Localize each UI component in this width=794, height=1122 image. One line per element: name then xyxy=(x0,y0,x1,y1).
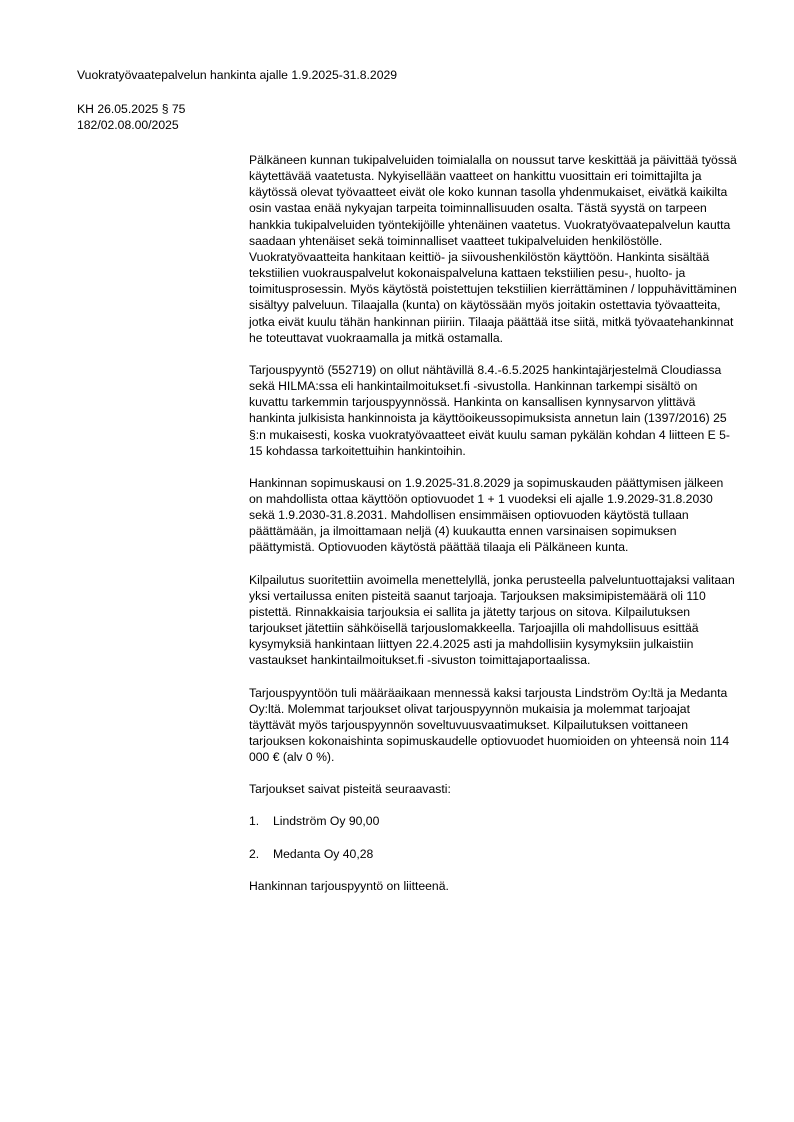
document-title: Vuokratyövaatepalvelun hankinta ajalle 1.9.2025-31.8.2029 xyxy=(77,68,398,82)
list-text: Lindström Oy 90,00 xyxy=(273,814,380,829)
paragraph-offers: Tarjouspyyntöön tuli määräaikaan mennessä kaksi tarjousta Lindström Oy:ltä ja Medanta Oy:ltä. Molemmat tarjoukset olivat tarjouspyynnön mukaisia ja molemmat tarjoajat täyttävät myös tarjouspyynnön soveltuvuusvaatimukset. Kilpailutuksen voittaneen tarjouksen kokonaishinta sopimuskaudelle optiovuodet huomioiden on yhteensä noin 114 000 € (alv 0 %). xyxy=(249,685,730,765)
paragraph-background: Pälkäneen kunnan tukipalveluiden toimialalla on noussut tarve keskittää ja päivittää työssä käytettävää vaatetusta. Nykyisellään vaatteet on hankittu vuosittain eri toimittajilta ja käytössä olevat työvaatteet eivät ole koko kunnan tasolla yhdenmukaiset, eivätkä kaikilta osin vastaa enää nykyajan tarpeita toiminnallisuuden osalta. Tästä syystä on tarpeen hankkia tukipalveluiden työntekijöille yhtenäinen vaatetus. Vuokratyövaatepalvelun kautta saadaan yhtenäiset sekä toiminnalliset vaatteet tukipalveluiden henkilöstölle. Vuokratyövaatteita hankitaan keittiö- ja siivoushenkilöstön käyttöön. Hankinta sisältää tekstiilien vuokrauspalvelut kokonaispalveluna kattaen tekstiilien pesu-, huolto- ja toimitusprosessin. Myös käytöstä poistettujen tekstiilien kierrättäminen / loppuhävittäminen sisältyy palveluun. Tilaajalla (kunta) on käytössään myös joitakin ostettavia työvaatteita, jotka eivät kuulu tähän hankinnan piiriin. Tilaaja päättää itse siitä, mitkä työvaatehankinnat he toteuttavat vuokraamalla ja mitkä ostamalla. xyxy=(249,153,737,345)
list-number: 1. xyxy=(249,814,260,829)
list-text: Medanta Oy 40,28 xyxy=(273,846,374,861)
document-body xyxy=(249,152,739,910)
record-number: 182/02.08.00/2025 xyxy=(77,118,179,132)
document-meta xyxy=(77,101,185,133)
paragraph-contract-period: Hankinnan sopimuskausi on 1.9.2025-31.8.2029 ja sopimuskauden päättymisen jälkeen on mahdollista ottaa käyttöön optiovuodet 1 + 1 vuodeksi eli ajalle 1.9.2029-31.8.2030 sekä 1.9.2030-31.8.2031. Mahdollisen ensimmäisen optiovuoden käytöstä tullaan päättämään, ja ilmoittamaan neljä (4) kuukautta ennen varsinaisen sopimuksen päättymistä. Optiovuoden käytöstä päättää tilaaja eli Pälkäneen kunta. xyxy=(249,475,724,555)
decision-reference: KH 26.05.2025 § 75 xyxy=(77,102,186,116)
paragraph-procedure: Kilpailutus suoritettiin avoimella menettelyllä, jonka perusteella palveluntuottajaksi valitaan yksi vertailussa eniten pisteitä saanut tarjoaja. Tarjouksen maksimipistemäärä oli 110 pistettä. Rinnakkaisia tarjouksia ei sallita ja jätetty tarjous on sitova. Kilpailutuksen tarjoukset jätettiin sähköisellä tarjouslomakkeella. Tarjoajilla oli mahdollisuus esittää kysymyksiä hankintaan liittyen 22.4.2025 asti ja mahdollisiin kysymyksiin julkaistiin vastaukset hankintailmoitukset.fi -sivuston toimittajaportaalissa. xyxy=(249,572,735,668)
score-list-item xyxy=(249,813,739,829)
score-list-item xyxy=(249,846,739,862)
paragraph-scores-intro: Tarjoukset saivat pisteitä seuraavasti: xyxy=(249,782,451,797)
list-number: 2. xyxy=(249,846,260,861)
paragraph-closing: Hankinnan tarjouspyyntö on liitteenä. xyxy=(249,878,449,893)
paragraph-tender-notice: Tarjouspyyntö (552719) on ollut nähtävillä 8.4.-6.5.2025 hankintajärjestelmä Cloudiassa sekä HILMA:ssa eli hankintailmoitukset.fi -sivustolla. Hankinnan tarkempi sisältö on kuvattu tarkemmin tarjouspyynnössä. Hankinta on kansallisen kynnysarvon ylittävä hankinta julkisista hankinnoista ja käyttöoikeussopimuksista annetun lain (1397/2016) 25 §:n mukaisesti, koska vuokratyövaatteet eivät kuulu saman pykälän kohdan 4 liitteen E 5-15 kohdassa tarkoitettuihin hankintoihin. xyxy=(249,362,730,458)
